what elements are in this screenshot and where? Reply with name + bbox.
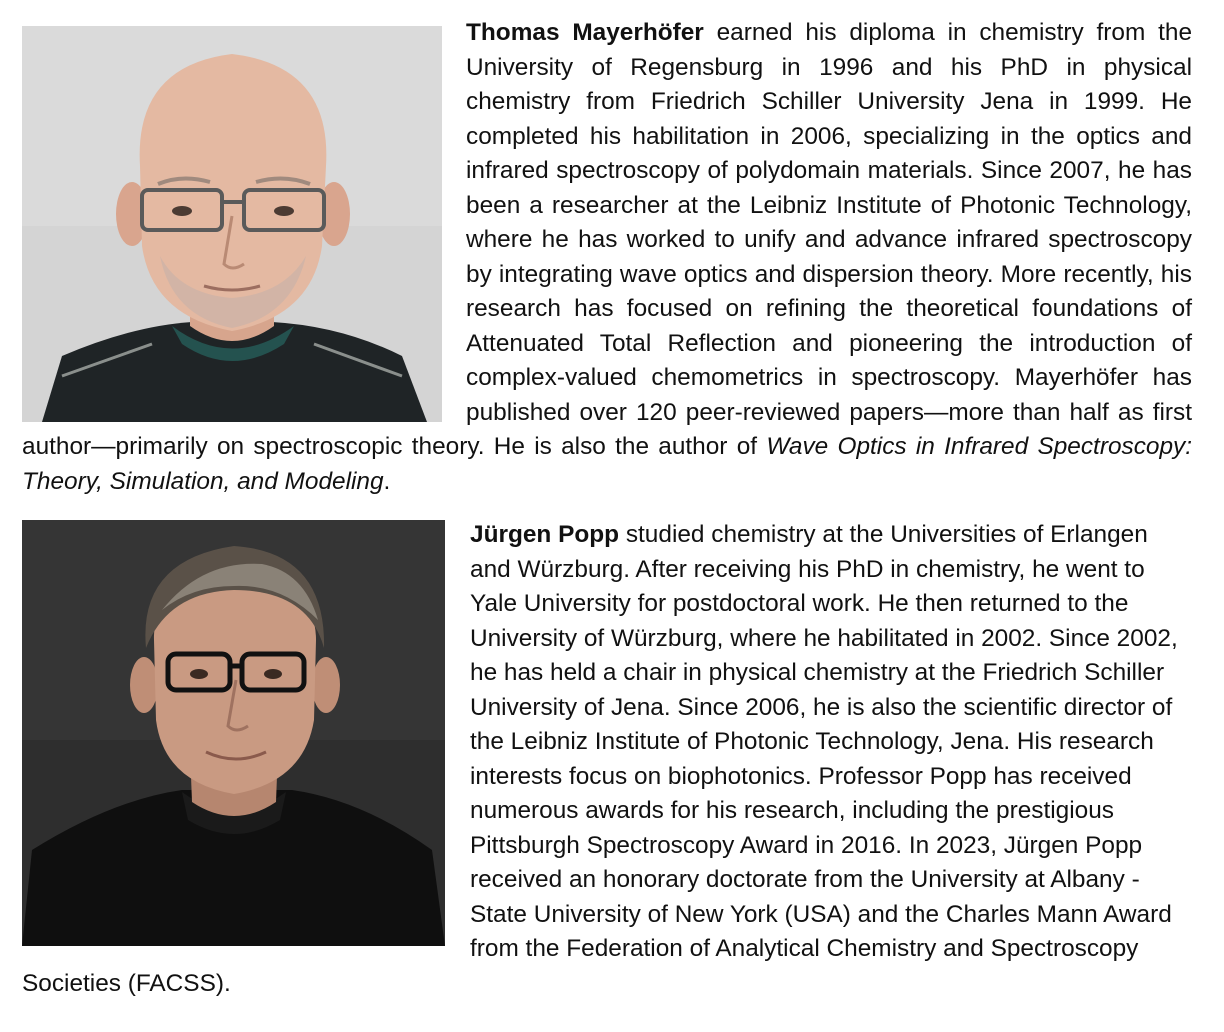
portrait-photo-popp [22, 520, 445, 946]
bio-text: earned his diploma in chemistry from the University of Regensburg in 1996 and his PhD in physical chemistry from Friedrich Schiller University Jena in 1999. He completed his habilitation in 2006, specializing in the optics and infrared spectroscopy of polydomain materials. Since 2007, he has been a researcher at the Leibniz Institute of Photonic Technology, where he has worked to unify and advance infrared spectroscopy by integrating wave optics and dispersion theory. More recently, his research has focused on refining the theoretical foundations of Attenuated Total Reflection and pioneering the introduction of complex-valued chemometrics in spectroscopy. Mayerhöfer has published over 120 peer-reviewed papers—more than half as first author—primarily on spectroscopic theory. He is also the author of [22, 19, 1193, 460]
portrait-popp-image [22, 520, 445, 946]
bio-name: Thomas Mayerhöfer [466, 19, 704, 46]
bio-thomas-mayerhofer [22, 16, 1192, 499]
book-title: Wave Optics in Infrared Spectroscopy: Theory, Simulation, and Modeling [22, 433, 1192, 495]
bio-name: Jürgen Popp [470, 521, 620, 548]
bio-text: studied chemistry at the Universities of Erlangen and Würzburg. After receiving his PhD in chemistry, he went to Yale University for postdoctoral work. He then returned to the University of Würzburg, where he habilitated in 2002. Since 2002, he has held a chair in physical chemistry at the Friedrich Schiller University of Jena. Since 2006, he is also the scientific director of the Leibniz Institute of Photonic Technology, Jena. His research interests focus on biophotonics. Professor Popp has received numerous awards for his research, including the prestigious Pittsburgh Spectroscopy Award in 2016. In 2023, Jürgen Popp received an honorary doctorate from the University at Albany - State University of New York (USA) and the Charles Mann Award from the Federation of Analytical Chemistry and Spectroscopy Societies (FACSS). [22, 521, 1178, 997]
portrait-mayerhofer-image [22, 26, 442, 422]
bio-end-punct: . [383, 467, 391, 495]
bio-jurgen-popp [22, 518, 1186, 1001]
portrait-photo-mayerhofer [22, 26, 442, 422]
